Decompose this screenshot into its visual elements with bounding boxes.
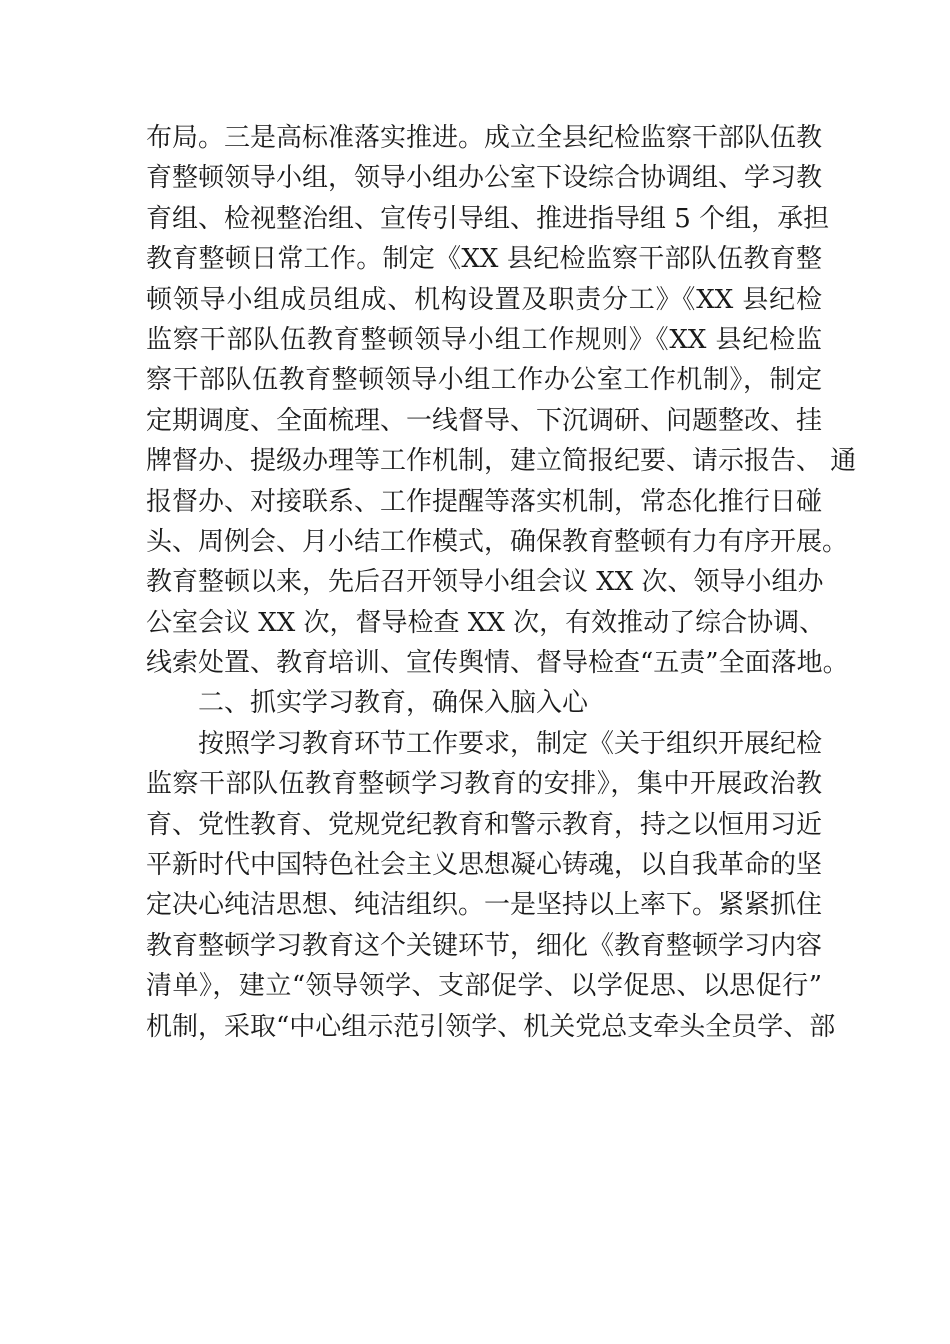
text-line: 察干部队伍教育整顿领导小组工作办公室工作机制》，制定 xyxy=(146,365,822,396)
document-body xyxy=(146,118,857,1047)
text-line: 机制，采取“中心组示范引领学、机关党总支牵头全员学、部 xyxy=(146,1011,836,1042)
section-heading-text: 二、抓实学习教育，确保入脑入心 xyxy=(198,688,589,719)
text-line: 清单》，建立“领导领学、支部促学、以学促思、以思促行” xyxy=(146,971,822,1002)
paragraph-2 xyxy=(146,724,836,1047)
text-line: 育、党性教育、党规党纪教育和警示教育，持之以恒用习近 xyxy=(146,809,823,840)
text-line: 定决心纯洁思想、纯洁组织。一是坚持以上率下。紧紧抓住 xyxy=(146,890,823,921)
text-line: 育整顿领导小组，领导小组办公室下设综合协调组、学习教 xyxy=(146,163,823,194)
text-line: 线索处置、教育培训、宣传舆情、督导检查“五责”全面落地。 xyxy=(146,648,849,679)
text-line: 平新时代中国特色社会主义思想凝心铸魂，以自我革命的坚 xyxy=(146,850,823,881)
text-line: 定期调度、全面梳理、一线督导、下沉调研、问题整改、挂 xyxy=(146,405,823,436)
text-line: 教育整顿学习教育这个关键环节，细化《教育整顿学习内容 xyxy=(146,930,823,961)
paragraph-1 xyxy=(146,118,857,683)
text-line: 牌督办、提级办理等工作机制，建立简报纪要、请示报告、 通 xyxy=(146,446,857,477)
text-line: 布局。三是高标准落实推进。成立全县纪检监察干部队伍教 xyxy=(146,123,823,153)
text-line: 教育整顿日常工作。制定《XX 县纪检监察干部队伍教育整 xyxy=(146,244,822,275)
text-line: 监察干部队伍教育整顿学习教育的安排》，集中开展政治教 xyxy=(146,769,822,800)
text-line: 头、周例会、月小结工作模式，确保教育整顿有力有序开展。 xyxy=(146,526,849,557)
text-line: 育组、检视整治组、宣传引导组、推进指导组 5 个组，承担 xyxy=(146,203,830,234)
text-line: 监察干部队伍教育整顿领导小组工作规则》《XX 县纪检监 xyxy=(146,324,822,355)
text-line: 教育整顿以来，先后召开领导小组会议 XX 次、领导小组办 xyxy=(146,567,824,598)
text-line: 按照学习教育环节工作要求，制定《关于组织开展纪检 xyxy=(198,728,823,759)
text-line: 报督办、对接联系、工作提醒等落实机制，常态化推行日碰 xyxy=(146,486,823,517)
text-line: 顿领导小组成员组成、机构设置及职责分工》《XX 县纪检 xyxy=(146,284,822,315)
text-line: 公室会议 XX 次，督导检查 XX 次，有效推动了综合协调、 xyxy=(146,607,826,638)
section-heading xyxy=(146,683,822,723)
